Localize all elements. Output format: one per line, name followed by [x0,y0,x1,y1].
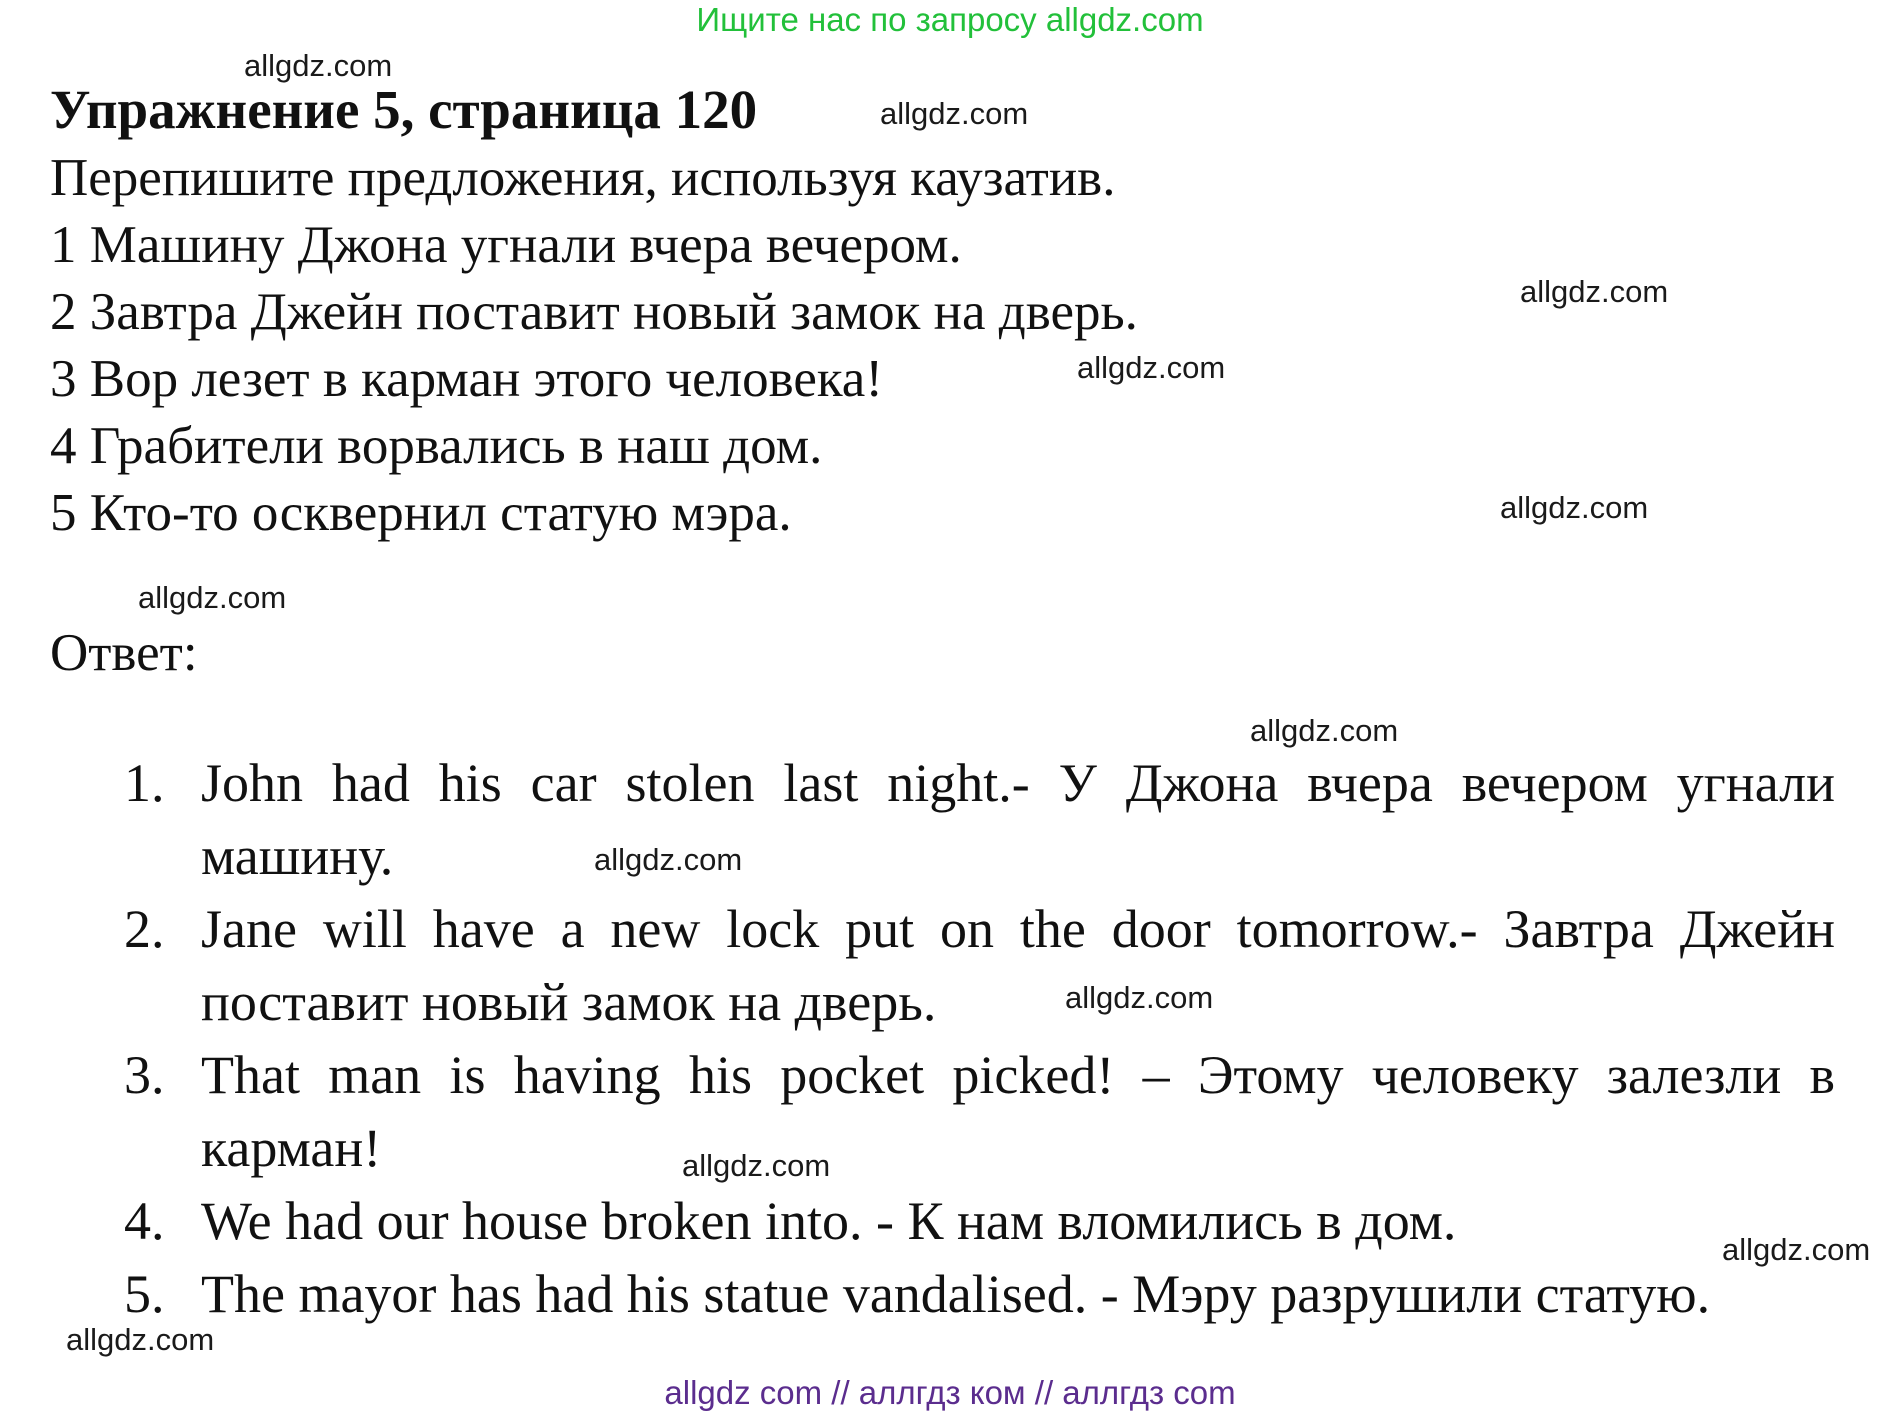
instruction: Перепишите предложения, используя каузатив. [50,149,1116,207]
footer-links[interactable]: allgdz com // аллгдз ком // аллгдз com [664,1374,1236,1411]
watermark: allgdz.com [682,1148,831,1183]
answer-number: 1. [124,753,165,813]
answer-item [0,1039,1835,1185]
task-2: 2 Завтра Джейн поставит новый замок на дверь. [50,283,1138,341]
task-1: 1 Машину Джона угнали вчера вечером. [50,216,962,274]
watermark: allgdz.com [1520,274,1669,309]
watermark: allgdz.com [1065,980,1214,1015]
answer-item [0,1185,1835,1258]
answer-number: 3. [124,1045,165,1105]
answer-list [0,747,1835,1331]
watermark: allgdz.com [1250,713,1399,748]
watermark: allgdz.com [1722,1232,1871,1267]
answer-text: John had his car stolen last night.- У Джона вчера вечером угнали машину. [201,753,1835,886]
watermark: allgdz.com [244,48,393,83]
answer-item [0,747,1835,893]
watermark: allgdz.com [66,1322,215,1357]
answer-label: Ответ: [50,624,198,682]
task-3: 3 Вор лезет в карман этого человека! [50,350,883,408]
answer-item [0,1258,1835,1331]
answer-number: 4. [124,1191,165,1251]
watermark: allgdz.com [138,580,287,615]
answer-text: The mayor has had his statue vandalised. - Мэру разрушили статую. [201,1264,1711,1324]
answer-item [0,893,1835,1039]
search-banner[interactable]: Ищите нас по запросу allgdz.com [696,1,1204,38]
watermark: allgdz.com [1500,490,1649,525]
answer-text: We had our house broken into. - К нам вломились в дом. [201,1191,1457,1251]
answer-number: 2. [124,899,165,959]
watermark: allgdz.com [1077,350,1226,385]
answer-text: That man is having his pocket picked! – Этому человеку залезли в карман! [201,1045,1835,1178]
watermark: allgdz.com [594,842,743,877]
task-4: 4 Грабители ворвались в наш дом. [50,417,823,475]
answer-text: Jane will have a new lock put on the door tomorrow.- Завтра Джейн поставит новый замок на дверь. [201,899,1835,1032]
task-5: 5 Кто-то осквернил статую мэра. [50,484,792,542]
exercise-title: Упражнение 5, страница 120 [50,79,758,140]
answer-number: 5. [124,1264,165,1324]
watermark: allgdz.com [880,96,1029,131]
